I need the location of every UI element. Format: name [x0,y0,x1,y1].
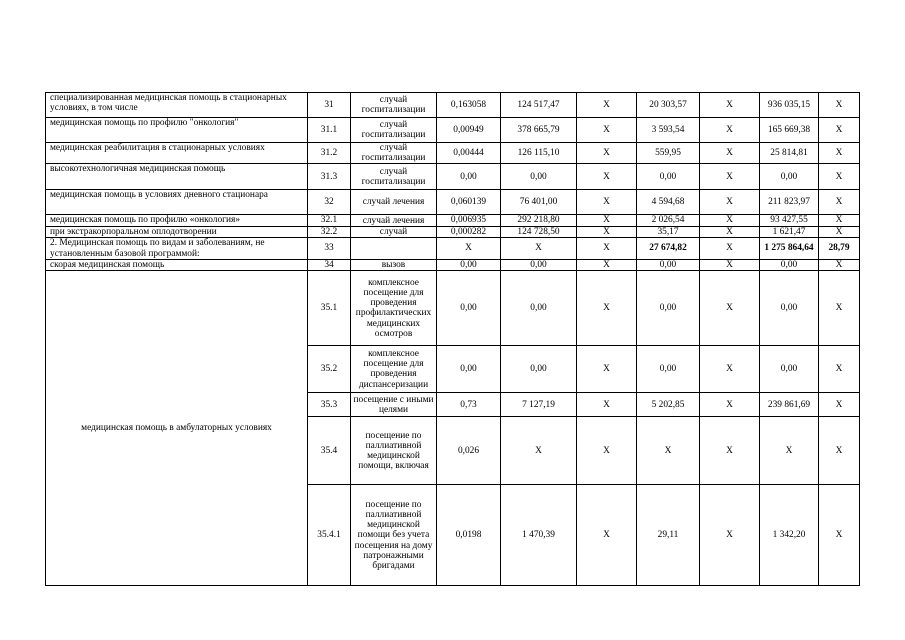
value-cell-c1: X [577,143,637,164]
value-cell-c5: X [819,485,860,586]
table-row [46,260,860,271]
value-cell-c1: X [577,226,637,237]
value-cell-c2: 2 026,54 [637,215,700,226]
value-cell-norm: 0,0198 [437,485,501,586]
value-cell-norm: 0,00 [437,260,501,271]
unit-cell: случай [351,226,437,237]
value-cell-c4: 25 814,81 [760,143,819,164]
value-cell-c5: X [819,226,860,237]
value-cell-c2: 3 593,54 [637,118,700,143]
value-cell-c2: 4 594,68 [637,190,700,215]
value-cell-c5: X [819,215,860,226]
value-cell-c4: 1 621,47 [760,226,819,237]
value-cell-cost: 1 470,39 [501,485,577,586]
table-row [46,215,860,226]
value-cell-c1: X [577,215,637,226]
value-cell-norm: 0,00 [437,164,501,190]
value-cell-c1: X [577,260,637,271]
value-cell-c1: X [577,118,637,143]
value-cell-cost: 0,00 [501,271,577,346]
table-row [46,164,860,190]
value-cell-c4: 0,00 [760,346,819,393]
table-row [46,238,860,260]
value-cell-c5: X [819,164,860,190]
row-name-cell: медицинская помощь по профилю «онкология» [46,215,308,226]
ambulatory-name-cell: медицинская помощь в амбулаторных условиях [46,271,308,586]
unit-cell: случай лечения [351,215,437,226]
value-cell-c4: 211 823,97 [760,190,819,215]
table-row [46,93,860,118]
value-cell-c4: 0,00 [760,164,819,190]
row-number-cell: 33 [308,238,351,260]
row-name-cell: 2. Медицинская помощь по видам и заболеваниям, не установленным базовой программой: [46,238,308,260]
value-cell-c5: X [819,417,860,485]
value-cell-c5: X [819,93,860,118]
row-number-cell: 31.2 [308,143,351,164]
value-cell-c4: 936 035,15 [760,93,819,118]
row-number-cell: 35.4.1 [308,485,351,586]
row-number-cell: 31 [308,93,351,118]
value-cell-c1: X [577,190,637,215]
value-cell-c3: X [700,271,760,346]
row-number-cell: 32.2 [308,226,351,237]
value-cell-c5: X [819,260,860,271]
value-cell-c5: X [819,118,860,143]
value-cell-c2: 0,00 [637,346,700,393]
row-name-cell: медицинская помощь по профилю "онкология" [46,118,308,143]
value-cell-c2: 0,00 [637,164,700,190]
value-cell-norm: 0,00949 [437,118,501,143]
value-cell-c2: 0,00 [637,260,700,271]
value-cell-c1: X [577,346,637,393]
table-row [46,226,860,237]
value-cell-norm: 0,73 [437,393,501,417]
value-cell-c3: X [700,143,760,164]
value-cell-c5: X [819,393,860,417]
row-number-cell: 35.4 [308,417,351,485]
value-cell-c2: 559,95 [637,143,700,164]
value-cell-norm: X [437,238,501,260]
row-name-cell: высокотехнологичная медицинская помощь [46,164,308,190]
value-cell-c3: X [700,164,760,190]
value-cell-c4: 93 427,55 [760,215,819,226]
unit-cell: случай лечения [351,190,437,215]
row-number-cell: 34 [308,260,351,271]
value-cell-c2: 27 674,82 [637,238,700,260]
value-cell-cost: 76 401,00 [501,190,577,215]
row-number-cell: 31.1 [308,118,351,143]
value-cell-cost: 0,00 [501,164,577,190]
value-cell-c3: X [700,346,760,393]
value-cell-c4: 0,00 [760,271,819,346]
value-cell-norm: 0,060139 [437,190,501,215]
value-cell-cost: 378 665,79 [501,118,577,143]
unit-cell: случай госпитализации [351,93,437,118]
value-cell-c1: X [577,271,637,346]
value-cell-c3: X [700,118,760,143]
value-cell-c3: X [700,260,760,271]
value-cell-c4: 1 275 864,64 [760,238,819,260]
value-cell-c2: 5 202,85 [637,393,700,417]
unit-cell: посещение по паллиативной медицинской помощи без учета посещения на дому патронажными бригадами [351,485,437,586]
value-cell-c3: X [700,238,760,260]
value-cell-norm: 0,026 [437,417,501,485]
value-cell-norm: 0,00 [437,346,501,393]
value-cell-c5: X [819,346,860,393]
value-cell-c3: X [700,93,760,118]
value-cell-c3: X [700,393,760,417]
value-cell-c5: X [819,143,860,164]
value-cell-c3: X [700,226,760,237]
value-cell-cost: 7 127,19 [501,393,577,417]
value-cell-c1: X [577,417,637,485]
value-cell-c2: 0,00 [637,271,700,346]
value-cell-c1: X [577,393,637,417]
value-cell-cost: 292 218,80 [501,215,577,226]
value-cell-c4: 239 861,69 [760,393,819,417]
unit-cell: комплексное посещение для проведения диспансеризации [351,346,437,393]
value-cell-c5: 28,79 [819,238,860,260]
unit-cell [351,238,437,260]
row-name-cell: медицинская помощь в условиях дневного стационара [46,190,308,215]
unit-cell: случай госпитализации [351,143,437,164]
value-cell-cost: 0,00 [501,346,577,393]
row-name-cell: скорая медицинская помощь [46,260,308,271]
value-cell-c4: 0,00 [760,260,819,271]
table-body [46,93,860,586]
row-number-cell: 35.3 [308,393,351,417]
value-cell-norm: 0,163058 [437,93,501,118]
value-cell-c2: 20 303,57 [637,93,700,118]
row-name-cell: при экстракорпоральном оплодотворении [46,226,308,237]
value-cell-c4: X [760,417,819,485]
value-cell-c2: 29,11 [637,485,700,586]
value-cell-cost: 0,00 [501,260,577,271]
unit-cell: посещение с иными целями [351,393,437,417]
value-cell-c1: X [577,485,637,586]
unit-cell: случай госпитализации [351,164,437,190]
value-cell-c3: X [700,190,760,215]
row-number-cell: 35.1 [308,271,351,346]
value-cell-cost: 124 728,50 [501,226,577,237]
value-cell-c2: 35,17 [637,226,700,237]
value-cell-c1: X [577,164,637,190]
unit-cell: посещение по паллиативной медицинской помощи, включая [351,417,437,485]
value-cell-c5: X [819,190,860,215]
table-row [46,271,860,346]
row-number-cell: 31.3 [308,164,351,190]
value-cell-c3: X [700,215,760,226]
value-cell-norm: 0,00 [437,271,501,346]
table-row [46,118,860,143]
value-cell-norm: 0,000282 [437,226,501,237]
value-cell-c4: 165 669,38 [760,118,819,143]
financing-table [45,92,860,586]
value-cell-cost: X [501,238,577,260]
value-cell-c3: X [700,417,760,485]
row-name-cell: медицинская реабилитация в стационарных условиях [46,143,308,164]
table-row [46,143,860,164]
value-cell-norm: 0,006935 [437,215,501,226]
table-row [46,190,860,215]
unit-cell: вызов [351,260,437,271]
row-number-cell: 35.2 [308,346,351,393]
value-cell-cost: 124 517,47 [501,93,577,118]
unit-cell: комплексное посещение для проведения профилактических медицинских осмотров [351,271,437,346]
value-cell-c4: 1 342,20 [760,485,819,586]
unit-cell: случай госпитализации [351,118,437,143]
value-cell-c3: X [700,485,760,586]
value-cell-c1: X [577,93,637,118]
value-cell-cost: X [501,417,577,485]
value-cell-c5: X [819,271,860,346]
value-cell-c1: X [577,238,637,260]
value-cell-norm: 0,00444 [437,143,501,164]
row-name-cell: специализированная медицинская помощь в стационарных условиях, в том числе [46,93,308,118]
value-cell-cost: 126 115,10 [501,143,577,164]
row-number-cell: 32.1 [308,215,351,226]
value-cell-c2: X [637,417,700,485]
row-number-cell: 32 [308,190,351,215]
